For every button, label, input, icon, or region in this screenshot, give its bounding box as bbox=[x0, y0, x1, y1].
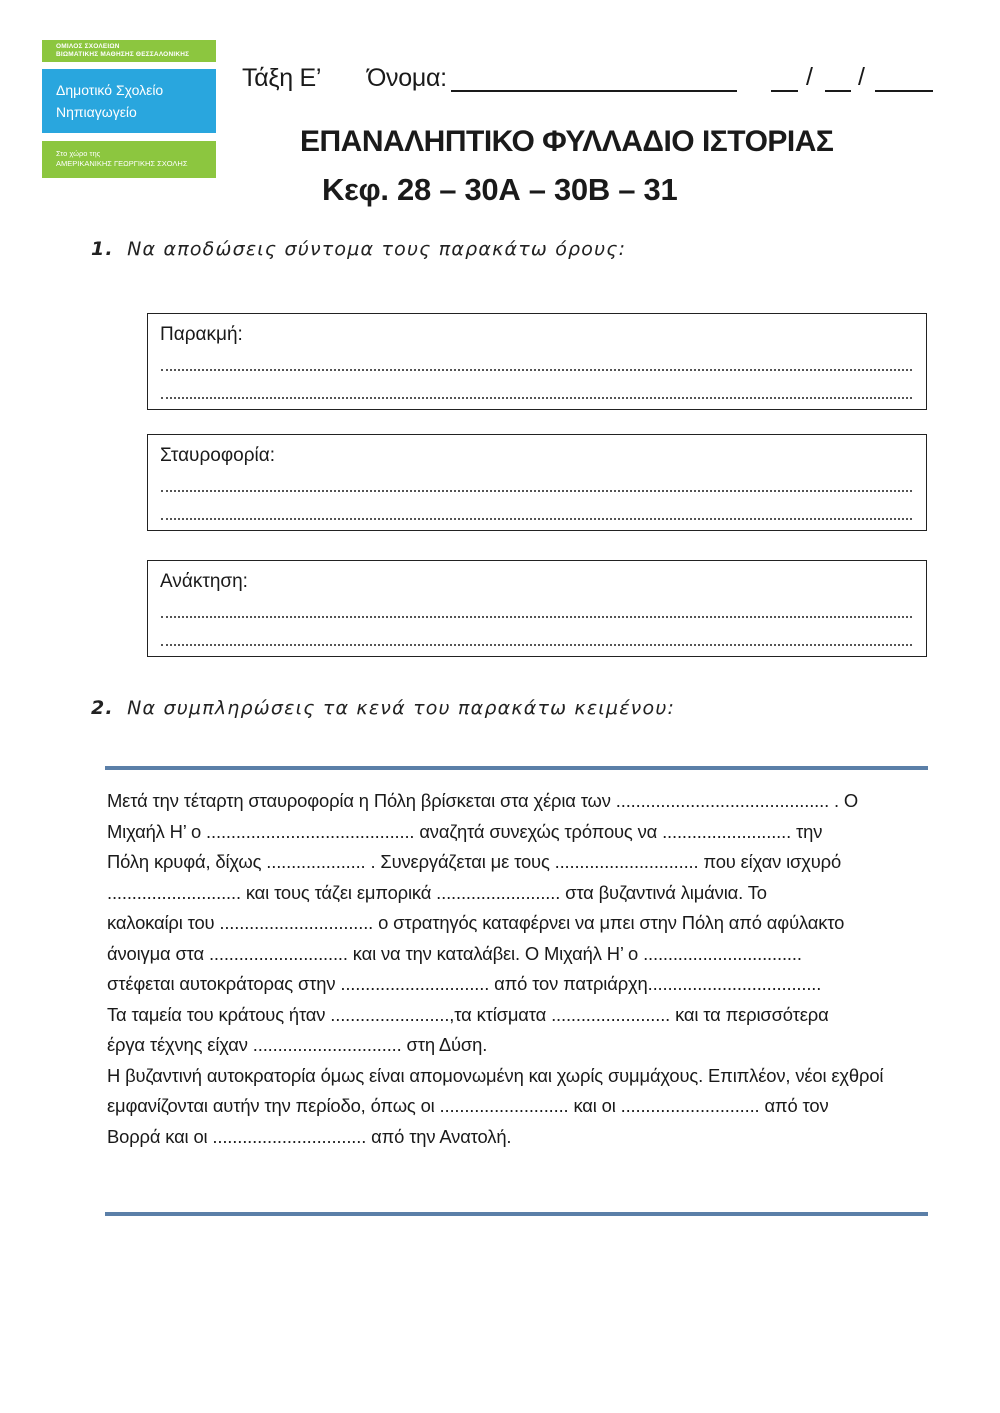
answer-line[interactable] bbox=[161, 490, 912, 492]
fill-line[interactable]: ........................... και τους τάζει εμπορικά ......................... στα βυζαντινά λιμάνια. Το bbox=[107, 881, 767, 903]
logo-bottom-band bbox=[42, 141, 216, 178]
date-separator: / bbox=[806, 63, 813, 91]
answer-line[interactable] bbox=[161, 369, 912, 371]
name-field[interactable] bbox=[451, 90, 737, 92]
fill-line[interactable]: εμφανίζονται αυτήν την περίοδο, όπως οι .......................... και οι ............................ από τον bbox=[107, 1095, 829, 1116]
logo-top-band bbox=[42, 40, 216, 62]
answer-line[interactable] bbox=[161, 616, 912, 618]
logo-bottom-line: ΑΜΕΡΙΚΑΝΙΚΗΣ ΓΕΩΡΓΙΚΗΣ ΣΧΟΛΗΣ bbox=[56, 159, 188, 168]
term-label: Σταυροφορία: bbox=[160, 445, 276, 466]
term-label: Ανάκτηση: bbox=[160, 571, 248, 592]
answer-line[interactable] bbox=[161, 518, 912, 520]
answer-line[interactable] bbox=[161, 644, 912, 646]
question-2 bbox=[91, 697, 675, 719]
name-label: Όνομα: bbox=[367, 64, 447, 92]
class-label: Τάξη Ε’ bbox=[242, 64, 322, 92]
fill-line: Η βυζαντινή αυτοκρατορία όμως είναι απομονωμένη και χωρίς συμμάχους. Επιπλέον, νέοι εχθροί bbox=[107, 1064, 884, 1086]
question-text: Να συμπληρώσεις τα κενά του παρακάτω κειμένου: bbox=[127, 697, 676, 719]
logo-school-name-band bbox=[42, 69, 216, 133]
fill-in-text bbox=[107, 786, 932, 1152]
answer-line[interactable] bbox=[161, 397, 912, 399]
date-separator: / bbox=[858, 63, 865, 91]
term-label: Παρακμή: bbox=[160, 324, 243, 345]
logo-top-line: ΟΜΙΛΟΣ ΣΧΟΛΕΙΩΝ bbox=[56, 43, 120, 50]
divider bbox=[105, 1212, 928, 1216]
fill-line[interactable]: Μιχαήλ Η’ ο .......................................... αναζητά συνεχώς τρόπους να .......................... την bbox=[107, 820, 823, 842]
fill-line[interactable]: έργα τέχνης είχαν .............................. στη Δύση. bbox=[107, 1034, 488, 1055]
school-logo bbox=[42, 40, 216, 178]
term-box bbox=[147, 313, 927, 410]
fill-line[interactable]: Μετά την τέταρτη σταυροφορία η Πόλη βρίσκεται στα χέρια των ........................................... . Ο bbox=[107, 790, 859, 811]
question-number: 2. bbox=[91, 697, 114, 719]
date-day-field[interactable] bbox=[771, 90, 798, 92]
page-subtitle: Κεφ. 28 – 30Α – 30Β – 31 bbox=[322, 172, 678, 207]
fill-line[interactable]: άνοιγμα στα ............................ και να την καταλάβει. Ο Μιχαήλ Η’ ο ................................ bbox=[107, 942, 802, 964]
fill-line[interactable]: Βορρά και οι ............................... από την Ανατολή. bbox=[107, 1125, 512, 1147]
date-month-field[interactable] bbox=[825, 90, 851, 92]
logo-top-line: ΒΙΩΜΑΤΙΚΗΣ ΜΑΘΗΣΗΣ ΘΕΣΣΑΛΟΝΙΚΗΣ bbox=[56, 51, 190, 58]
page-title: ΕΠΑΝΑΛΗΠΤΙΚΟ ΦΥΛΛΑΔΙΟ ΙΣΤΟΡΙΑΣ bbox=[300, 125, 834, 158]
term-box bbox=[147, 560, 927, 657]
fill-line[interactable]: Τα ταμεία του κράτους ήταν ........................,τα κτίσματα ........................ και τα περισσότερα bbox=[107, 1003, 829, 1025]
question-1 bbox=[91, 238, 626, 260]
logo-school-name-line: Δημοτικό Σχολείο bbox=[56, 82, 164, 98]
question-text: Να αποδώσεις σύντομα τους παρακάτω όρους: bbox=[127, 238, 627, 260]
fill-line[interactable]: Πόλη κρυφά, δίχως .................... . Συνεργάζεται με τους ............................. που είχαν ισχυρό bbox=[107, 851, 842, 872]
fill-line[interactable]: στέφεται αυτοκράτορας στην .............................. από τον πατριάρχη................................... bbox=[107, 973, 822, 994]
logo-bottom-line: Στο χώρο της bbox=[56, 149, 101, 158]
fill-line[interactable]: καλοκαίρι του ............................... ο στρατηγός καταφέρνει να μπει στην Πόλη από αφύλακτο bbox=[107, 912, 845, 933]
term-box bbox=[147, 434, 927, 531]
date-year-field[interactable] bbox=[875, 90, 933, 92]
question-number: 1. bbox=[91, 238, 114, 260]
divider bbox=[105, 766, 928, 770]
logo-school-name-line: Νηπιαγωγείο bbox=[56, 104, 137, 120]
